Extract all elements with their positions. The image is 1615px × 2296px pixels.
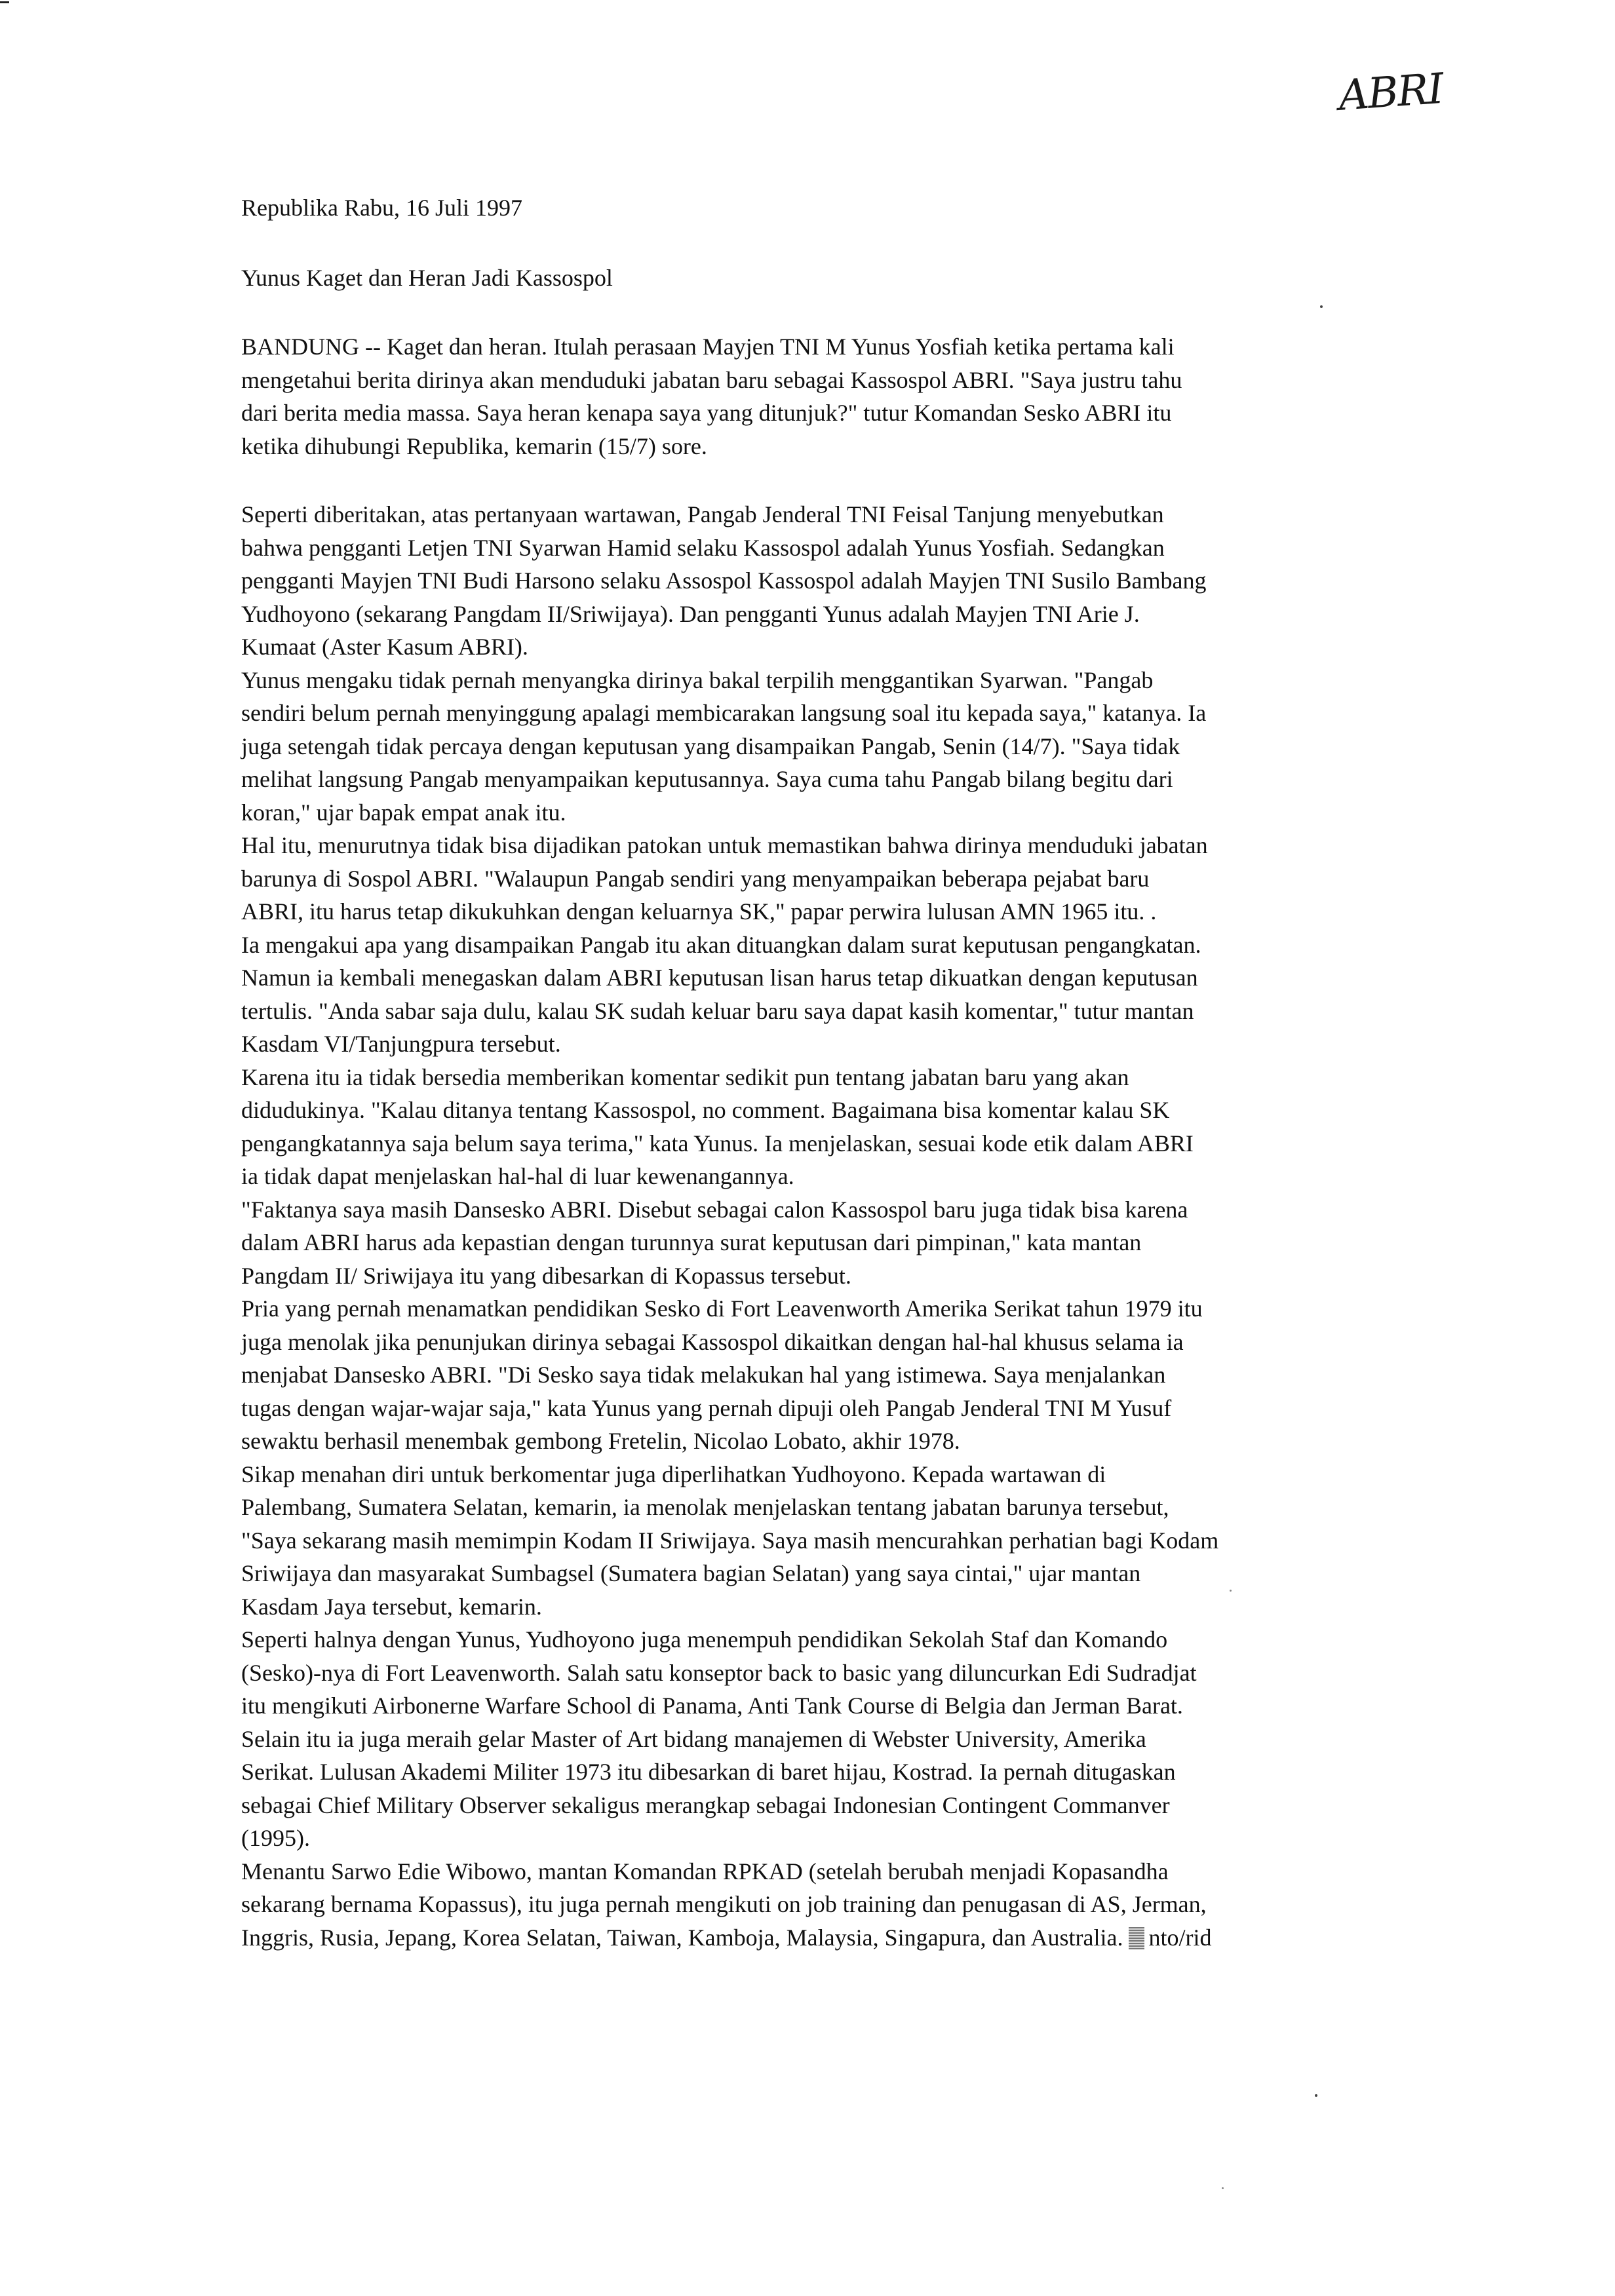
text-line: pengangkatannya saja belum saya terima," kata Yunus. Ia menjelaskan, sesuai kode etik dalam ABRI: [241, 1130, 1194, 1157]
text-line: Yunus mengaku tidak pernah menyangka dirinya bakal terpilih menggantikan Syarwan. "Pangab: [241, 666, 1154, 693]
text-line: bahwa pengganti Letjen TNI Syarwan Hamid selaku Kassospol adalah Yunus Yosfiah. Sedangkan: [241, 534, 1165, 561]
text-line: Sriwijaya dan masyarakat Sumbagsel (Sumatera bagian Selatan) yang saya cintai," ujar mantan: [241, 1560, 1141, 1586]
text-line: Ia mengakui apa yang disampaikan Pangab itu akan dituangkan dalam surat keputusan pengangkatan.: [241, 931, 1201, 958]
text-line: itu mengikuti Airbonerne Warfare School di Panama, Anti Tank Course di Belgia dan Jerman Barat.: [241, 1693, 1183, 1719]
text-line: Selain itu ia juga meraih gelar Master of Art bidang manajemen di Webster University, Amerika: [241, 1725, 1146, 1752]
text-line: menjabat Dansesko ABRI. "Di Sesko saya tidak melakukan hal yang istimewa. Saya menjalankan: [241, 1362, 1166, 1388]
scan-speck: [1230, 1590, 1232, 1592]
text-line: (1995).: [241, 1825, 310, 1851]
text-line: sewaktu berhasil menembak gembong Fretelin, Nicolao Lobato, akhir 1978.: [241, 1428, 960, 1454]
text-line: dari berita media massa. Saya heran kenapa saya yang ditunjuk?" tutur Komandan Sesko ABRI itu: [241, 400, 1172, 426]
text-line: Palembang, Sumatera Selatan, kemarin, ia menolak menjelaskan tentang jabatan barunya tersebut,: [241, 1494, 1169, 1520]
article-body: [241, 191, 1395, 1954]
text-line: Namun ia kembali menegaskan dalam ABRI keputusan lisan harus tetap dikuatkan dengan keputusan: [241, 965, 1198, 991]
text-line: Seperti diberitakan, atas pertanyaan wartawan, Pangab Jenderal TNI Feisal Tanjung menyebutkan: [241, 501, 1164, 527]
scan-speck: [1222, 2187, 1224, 2189]
text-line: Kasdam Jaya tersebut, kemarin.: [241, 1593, 542, 1620]
final-line-text: Inggris, Rusia, Jepang, Korea Selatan, Taiwan, Kamboja, Malaysia, Singapura, dan Australia.: [241, 1924, 1129, 1951]
text-line: ABRI, itu harus tetap dikukuhkan dengan keluarnya SK," papar perwira lulusan AMN 1965 itu. .: [241, 898, 1157, 925]
text-line: didudukinya. "Kalau ditanya tentang Kassospol, no comment. Bagaimana bisa komentar kalau SK: [241, 1097, 1170, 1123]
text-line: sendiri belum pernah menyinggung apalagi membicarakan langsung soal itu kepada saya," katanya. Ia: [241, 700, 1207, 726]
text-line: tugas dengan wajar-wajar saja," kata Yunus yang pernah dipuji oleh Pangab Jenderal TNI M Yusuf: [241, 1394, 1172, 1421]
scan-speck: [1320, 305, 1323, 308]
text-line: koran," ujar bapak empat anak itu.: [241, 799, 566, 826]
text-line: sebagai Chief Military Observer sekaligus merangkap sebagai Indonesian Contingent Commanver: [241, 1791, 1170, 1818]
author-initials: nto/rid: [1148, 1924, 1212, 1951]
article-title: Yunus Kaget dan Heran Jadi Kassospol: [241, 264, 613, 291]
text-line: "Faktanya saya masih Dansesko ABRI. Disebut sebagai calon Kassospol baru juga tidak bisa karena: [241, 1196, 1188, 1223]
text-line: ia tidak dapat menjelaskan hal-hal di luar kewenangannya.: [241, 1163, 794, 1189]
text-line: mengetahui berita dirinya akan menduduki jabatan baru sebagai Kassospol ABRI. "Saya justru tahu: [241, 366, 1182, 393]
text-line: Kumaat (Aster Kasum ABRI).: [241, 634, 528, 660]
publication-dateline: Republika Rabu, 16 Juli 1997: [241, 195, 522, 221]
text-line: Serikat. Lulusan Akademi Militer 1973 itu dibesarkan di baret hijau, Kostrad. Ia pernah ditugaskan: [241, 1759, 1176, 1785]
text-line: pengganti Mayjen TNI Budi Harsono selaku Assospol Kassospol adalah Mayjen TNI Susilo Bambang: [241, 567, 1207, 594]
text-line: "Saya sekarang masih memimpin Kodam II Sriwijaya. Saya masih mencurahkan perhatian bagi Kodam: [241, 1527, 1219, 1554]
scan-edge-mark: [0, 1, 9, 3]
text-line: melihat langsung Pangab menyampaikan keputusannya. Saya cuma tahu Pangab bilang begitu dari: [241, 766, 1173, 792]
redaction-box: [1129, 1927, 1144, 1949]
scan-speck: [1315, 2094, 1317, 2097]
text-line: Sikap menahan diri untuk berkomentar juga diperlihatkan Yudhoyono. Kepada wartawan di: [241, 1461, 1106, 1487]
text-line: dalam ABRI harus ada kepastian dengan turunnya surat keputusan dari pimpinan," kata mantan: [241, 1229, 1142, 1255]
text-line: Hal itu, menurutnya tidak bisa dijadikan patokan untuk memastikan bahwa dirinya menduduki jabatan: [241, 832, 1208, 858]
text-line-final: [241, 1921, 1395, 1955]
text-line: juga setengah tidak percaya dengan keputusan yang disampaikan Pangab, Senin (14/7). "Saya tidak: [241, 733, 1180, 759]
text-line: Karena itu ia tidak bersedia memberikan komentar sedikit pun tentang jabatan baru yang akan: [241, 1063, 1129, 1090]
text-line: barunya di Sospol ABRI. "Walaupun Pangab sendiri yang menyampaikan beberapa pejabat baru: [241, 865, 1150, 892]
text-line: Seperti halnya dengan Yunus, Yudhoyono juga menempuh pendidikan Sekolah Staf dan Komando: [241, 1626, 1168, 1653]
text-line: tertulis. "Anda sabar saja dulu, kalau SK sudah keluar baru saya dapat kasih komentar," tutur mantan: [241, 997, 1194, 1024]
text-line: Kasdam VI/Tanjungpura tersebut.: [241, 1031, 561, 1057]
text-line: sekarang bernama Kopassus), itu juga pernah mengikuti on job training dan penugasan di AS, Jerman,: [241, 1891, 1207, 1917]
text-line: BANDUNG -- Kaget dan heran. Itulah perasaan Mayjen TNI M Yunus Yosfiah ketika pertama kali: [241, 334, 1175, 360]
paragraph-body: [241, 498, 1395, 1954]
text-line: ketika dihubungi Republika, kemarin (15/7) sore.: [241, 432, 707, 459]
handwritten-note: ABRI: [1337, 64, 1445, 121]
paragraph-intro: [241, 330, 1395, 463]
text-line: juga menolak jika penunjukan dirinya sebagai Kassospol dikaitkan dengan hal-hal khusus selama ia: [241, 1328, 1184, 1355]
text-line: Pria yang pernah menamatkan pendidikan Sesko di Fort Leavenworth Amerika Serikat tahun 1979 itu: [241, 1295, 1203, 1322]
text-line: (Sesko)-nya di Fort Leavenworth. Salah satu konseptor back to basic yang diluncurkan Edi Sudradjat: [241, 1659, 1197, 1686]
text-line: Menantu Sarwo Edie Wibowo, mantan Komandan RPKAD (setelah berubah menjadi Kopasandha: [241, 1858, 1169, 1885]
text-line: Pangdam II/ Sriwijaya itu yang dibesarkan di Kopassus tersebut.: [241, 1262, 851, 1289]
text-line: Yudhoyono (sekarang Pangdam II/Sriwijaya). Dan pengganti Yunus adalah Mayjen TNI Arie J.: [241, 600, 1140, 627]
